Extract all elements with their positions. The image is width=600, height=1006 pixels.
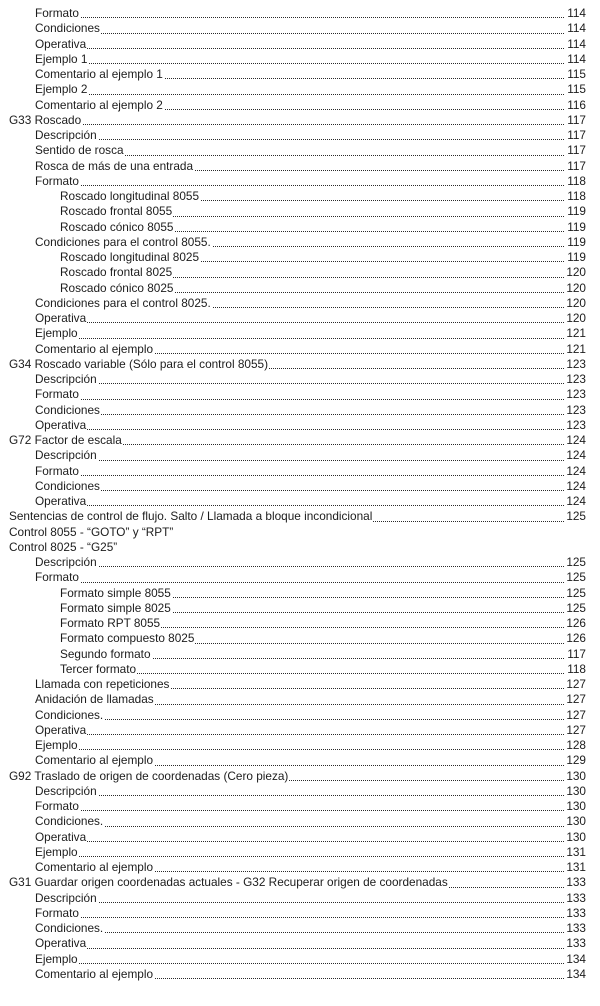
toc-entry-title: Condiciones. — [35, 707, 104, 722]
toc-entry[interactable] — [60, 250, 600, 265]
toc-entry-page-number: 115 — [567, 67, 586, 81]
toc-entry-title: Roscado cónico 8025 — [60, 280, 174, 295]
toc-entry-page-number: 114 — [567, 6, 586, 20]
toc-entry-page-number: 120 — [566, 265, 586, 280]
toc-dot-leader — [35, 916, 584, 918]
toc-entry[interactable] — [35, 143, 600, 158]
toc-entry-title: Sentencias de control de flujo. Salto / Llamada a bloque incondicional — [9, 509, 373, 524]
toc-entry[interactable] — [35, 555, 600, 570]
toc-entry[interactable] — [60, 189, 600, 204]
toc-entry[interactable] — [35, 784, 600, 799]
toc-entry[interactable] — [9, 525, 600, 540]
toc-entry-page-number: 124 — [566, 448, 586, 463]
toc-entry-page-number: 116 — [567, 97, 586, 112]
toc-entry-page-number: 130 — [566, 814, 586, 829]
toc-entry[interactable] — [35, 921, 600, 936]
toc-entry-page-number: 115 — [567, 82, 586, 97]
toc-dot-leader — [9, 123, 584, 125]
toc-entry-title: Comentario al ejemplo — [35, 341, 154, 356]
toc-dot-leader — [60, 672, 584, 674]
toc-entry[interactable] — [35, 159, 600, 174]
toc-entry-title: Comentario al ejemplo — [35, 966, 154, 981]
toc-entry[interactable] — [35, 82, 600, 97]
toc-dot-leader — [35, 489, 584, 491]
toc-entry[interactable] — [35, 845, 600, 860]
toc-entry-page-number: 119 — [567, 234, 586, 249]
toc-entry-title: Condiciones. — [35, 921, 104, 935]
toc-entry[interactable] — [35, 128, 600, 143]
toc-entry-title: Rosca de más de una entrada — [35, 158, 194, 173]
toc-entry-page-number: 131 — [566, 844, 586, 859]
toc-entry-page-number: 125 — [566, 509, 586, 524]
toc-entry[interactable] — [9, 769, 600, 784]
toc-entry-title: Operativa — [35, 417, 87, 432]
toc-entry[interactable] — [60, 220, 600, 235]
toc-entry[interactable] — [35, 326, 600, 341]
toc-entry-page-number: 118 — [567, 189, 586, 203]
toc-entry-title: Formato — [35, 6, 79, 20]
toc-entry[interactable] — [35, 21, 600, 36]
toc-entry[interactable] — [60, 204, 600, 219]
toc-entry-page-number: 120 — [566, 311, 586, 325]
toc-entry-title: Formato — [35, 387, 79, 402]
toc-entry-page-number: 121 — [566, 326, 586, 341]
toc-entry-page-number: 124 — [566, 478, 586, 493]
toc-entry[interactable] — [60, 631, 600, 646]
toc-entry-page-number: 133 — [566, 875, 586, 890]
toc-entry-page-number: 114 — [567, 36, 586, 51]
toc-dot-leader — [35, 337, 584, 339]
toc-entry-page-number: 119 — [567, 204, 586, 219]
toc-entry-page-number: 133 — [566, 936, 586, 951]
toc-entry-title: Descripción — [35, 372, 97, 386]
toc-entry-title: Roscado longitudinal 8055 — [60, 189, 200, 203]
toc-entry-title: Condiciones — [35, 478, 100, 493]
toc-entry-page-number: 131 — [566, 860, 586, 874]
toc-dot-leader — [35, 901, 584, 903]
toc-entry-title: Ejemplo 2 — [35, 82, 88, 97]
toc-entry[interactable] — [35, 860, 600, 875]
toc-dot-leader — [35, 93, 584, 95]
toc-entry-page-number: 126 — [566, 631, 586, 646]
toc-entry-page-number: 123 — [566, 356, 586, 371]
toc-entry[interactable] — [9, 113, 600, 128]
toc-entry-page-number: 128 — [566, 738, 586, 752]
toc-entry-title: Formato — [35, 173, 79, 188]
toc-entry[interactable] — [9, 875, 600, 890]
toc-entry[interactable] — [35, 936, 600, 951]
toc-entry-title: Ejemplo — [35, 738, 78, 752]
toc-entry-page-number: 130 — [566, 829, 586, 844]
toc-entry-title: Condiciones para el control 8025. — [35, 295, 211, 310]
toc-entry[interactable] — [60, 281, 600, 296]
toc-entry[interactable] — [9, 433, 600, 448]
toc-entry[interactable] — [35, 753, 600, 768]
toc-entry-title: Operativa — [35, 311, 87, 325]
toc-entry-page-number: 120 — [566, 280, 586, 295]
toc-entry-title: Anidación de llamadas — [35, 692, 154, 707]
toc-dot-leader — [35, 428, 584, 430]
toc-entry-title: Ejemplo — [35, 844, 78, 859]
toc-entry[interactable] — [9, 540, 600, 555]
toc-entry-title: Comentario al ejemplo 2 — [35, 97, 163, 112]
toc-entry-page-number: 126 — [566, 616, 586, 630]
toc-entry-page-number: 117 — [567, 143, 586, 158]
toc-entry-title: Condiciones — [35, 402, 100, 417]
toc-entry[interactable] — [35, 479, 600, 494]
toc-entry-title: Operativa — [35, 936, 87, 951]
toc-entry-title: Formato simple 8025 — [60, 600, 171, 615]
toc-entry-page-number: 133 — [566, 921, 586, 935]
toc-entry-page-number: 114 — [567, 21, 586, 36]
toc-dot-leader — [35, 565, 584, 567]
toc-entry-page-number: 121 — [566, 341, 586, 356]
toc-entry-title: Control 8025 - “G25” — [9, 539, 118, 554]
toc-entry-page-number: 123 — [566, 402, 586, 417]
toc-dot-leader — [35, 47, 584, 49]
toc-entry[interactable] — [35, 906, 600, 921]
toc-entry[interactable] — [35, 296, 600, 311]
toc-entry-title: Descripción — [35, 783, 97, 798]
toc-entry[interactable] — [9, 509, 600, 524]
toc-entry[interactable] — [35, 830, 600, 845]
toc-entry[interactable] — [35, 723, 600, 738]
toc-entry[interactable] — [35, 448, 600, 463]
toc-dot-leader — [35, 947, 584, 949]
toc-dot-leader — [35, 138, 584, 140]
toc-entry-page-number: 134 — [566, 966, 586, 981]
toc-entry-title: G34 Roscado variable (Sólo para el control 8055) — [9, 356, 269, 371]
toc-entry-page-number: 123 — [566, 387, 586, 402]
toc-dot-leader — [35, 733, 584, 735]
toc-entry-page-number: 130 — [566, 783, 586, 798]
toc-entry-title: Roscado frontal 8055 — [60, 204, 173, 219]
toc-entry[interactable] — [35, 342, 600, 357]
toc-entry-title: Formato simple 8055 — [60, 585, 171, 600]
toc-entry-title: Roscado cónico 8055 — [60, 219, 174, 234]
toc-entry-page-number: 123 — [566, 417, 586, 432]
toc-dot-leader — [35, 382, 584, 384]
toc-entry[interactable] — [35, 37, 600, 52]
toc-entry[interactable] — [35, 952, 600, 967]
toc-entry-page-number: 118 — [567, 173, 586, 188]
toc-entry[interactable] — [35, 418, 600, 433]
toc-entry[interactable] — [35, 403, 600, 418]
toc-entry[interactable] — [35, 738, 600, 753]
toc-dot-leader — [35, 32, 584, 34]
toc-entry-title: Operativa — [35, 494, 87, 508]
toc-entry-title: Condiciones para el control 8055. — [35, 234, 211, 249]
toc-entry-title: Formato — [35, 463, 79, 478]
toc-dot-leader — [35, 413, 584, 415]
toc-entry-page-number: 125 — [566, 585, 586, 600]
toc-entry-title: Condiciones. — [35, 814, 104, 829]
toc-entry[interactable] — [60, 265, 600, 280]
toc-entry[interactable] — [60, 616, 600, 631]
toc-dot-leader — [35, 748, 584, 750]
toc-entry-page-number: 117 — [567, 112, 586, 127]
toc-entry[interactable] — [35, 235, 600, 250]
toc-entry-page-number: 125 — [566, 555, 586, 569]
toc-entry-page-number: 129 — [566, 753, 586, 768]
toc-entry[interactable] — [35, 6, 600, 21]
toc-entry[interactable] — [35, 708, 600, 723]
toc-entry-title: Ejemplo — [35, 326, 78, 341]
toc-entry-title: Sentido de rosca — [35, 143, 124, 158]
toc-entry-title: Tercer formato — [60, 661, 137, 676]
toc-entry-title: Roscado frontal 8025 — [60, 265, 173, 280]
toc-entry-title: Llamada con repeticiones — [35, 677, 170, 691]
toc-entry-title: Operativa — [35, 829, 87, 844]
toc-dot-leader — [35, 474, 584, 476]
toc-dot-leader — [35, 504, 584, 506]
toc-entry-title: Descripción — [35, 890, 97, 905]
toc-entry-page-number: 124 — [566, 463, 586, 478]
toc-entry[interactable] — [35, 967, 600, 982]
toc-entry-title: Comentario al ejemplo 1 — [35, 67, 163, 81]
toc-entry-page-number: 114 — [567, 51, 586, 66]
toc-entry-page-number: 118 — [567, 661, 586, 676]
toc-entry-title: Formato compuesto 8025 — [60, 631, 195, 646]
toc-entry-page-number: 127 — [566, 722, 586, 737]
toc-entry[interactable] — [60, 647, 600, 662]
toc-entry-title: Formato RPT 8055 — [60, 616, 161, 630]
toc-entry-page-number: 130 — [566, 799, 586, 813]
toc-entry-page-number: 125 — [566, 600, 586, 615]
toc-entry[interactable] — [35, 677, 600, 692]
toc-dot-leader — [35, 855, 584, 857]
toc-dot-leader — [35, 581, 584, 583]
toc-entry-title: Ejemplo 1 — [35, 51, 88, 66]
toc-entry-page-number: 127 — [566, 707, 586, 722]
toc-entry-page-number: 117 — [567, 646, 586, 661]
toc-entry-title: G31 Guardar origen coordenadas actuales - G32 Recuperar origen de coordenadas — [9, 875, 448, 890]
toc-entry-title: Formato — [35, 570, 79, 585]
toc-entry[interactable] — [60, 662, 600, 677]
toc-entry[interactable] — [35, 174, 600, 189]
toc-entry-page-number: 119 — [567, 250, 586, 264]
toc-entry-page-number: 124 — [566, 433, 586, 447]
toc-entry-page-number: 124 — [566, 494, 586, 508]
toc-entry[interactable] — [35, 52, 600, 67]
toc-entry-title: G92 Traslado de origen de coordenadas (Cero pieza) — [9, 768, 289, 783]
toc-entry[interactable] — [35, 799, 600, 814]
toc-entry[interactable] — [9, 357, 600, 372]
toc-dot-leader — [35, 184, 584, 186]
toc-entry-title: Ejemplo — [35, 951, 78, 966]
toc-entry-page-number: 133 — [566, 905, 586, 920]
toc-entry[interactable] — [35, 387, 600, 402]
toc-entry-title: Operativa — [35, 36, 87, 51]
toc-dot-leader — [35, 321, 584, 323]
toc-entry-title: Formato — [35, 799, 79, 813]
toc-entry-page-number: 117 — [567, 158, 586, 173]
toc-dot-leader — [35, 398, 584, 400]
toc-entry[interactable] — [60, 586, 600, 601]
toc-entry[interactable] — [35, 570, 600, 585]
toc-entry-page-number: 123 — [566, 372, 586, 386]
toc-entry[interactable] — [35, 891, 600, 906]
toc-entry-title: Descripción — [35, 555, 97, 569]
toc-dot-leader — [35, 459, 584, 461]
toc-dot-leader — [35, 840, 584, 842]
toc-dot-leader — [35, 962, 584, 964]
toc-entry-page-number: 125 — [566, 570, 586, 585]
toc-entry-title: Descripción — [35, 448, 97, 463]
toc-entry[interactable] — [35, 814, 600, 829]
toc-entry-page-number: 117 — [567, 128, 586, 142]
toc-entry[interactable] — [35, 98, 600, 113]
toc-entry-page-number: 127 — [566, 677, 586, 691]
toc-dot-leader — [35, 718, 584, 720]
toc-entry-title: Control 8055 - “GOTO” y “RPT” — [9, 524, 174, 539]
toc-entry-title: Descripción — [35, 128, 97, 142]
toc-entry-page-number: 134 — [566, 951, 586, 966]
toc-dot-leader — [35, 16, 584, 18]
toc-entry[interactable] — [35, 494, 600, 509]
toc-entry-title: Segundo formato — [60, 646, 151, 661]
toc-entry[interactable] — [60, 601, 600, 616]
toc-dot-leader — [35, 931, 584, 933]
toc-entry-page-number: 127 — [566, 692, 586, 707]
toc-entry[interactable] — [35, 372, 600, 387]
toc-entry[interactable] — [35, 311, 600, 326]
toc-entry-title: Operativa — [35, 722, 87, 737]
toc-dot-leader — [35, 809, 584, 811]
toc-entry-title: Comentario al ejemplo — [35, 860, 154, 874]
toc-entry-title: Comentario al ejemplo — [35, 753, 154, 768]
toc-entry[interactable] — [35, 464, 600, 479]
toc-entry-page-number: 120 — [566, 295, 586, 310]
toc-entry-page-number: 119 — [567, 219, 586, 234]
toc-entry-page-number: 133 — [566, 890, 586, 905]
toc-dot-leader — [35, 825, 584, 827]
toc-entry-title: Formato — [35, 905, 79, 920]
toc-entry-title: Condiciones — [35, 21, 100, 36]
toc-entry-page-number: 130 — [566, 768, 586, 783]
toc-entry[interactable] — [35, 692, 600, 707]
toc-entry-title: G72 Factor de escala — [9, 433, 122, 447]
toc-entry-title: G33 Roscado — [9, 112, 82, 127]
toc-entry[interactable] — [35, 67, 600, 82]
toc-dot-leader — [35, 794, 584, 796]
toc-dot-leader — [35, 62, 584, 64]
toc-entry-title: Roscado longitudinal 8025 — [60, 250, 200, 264]
